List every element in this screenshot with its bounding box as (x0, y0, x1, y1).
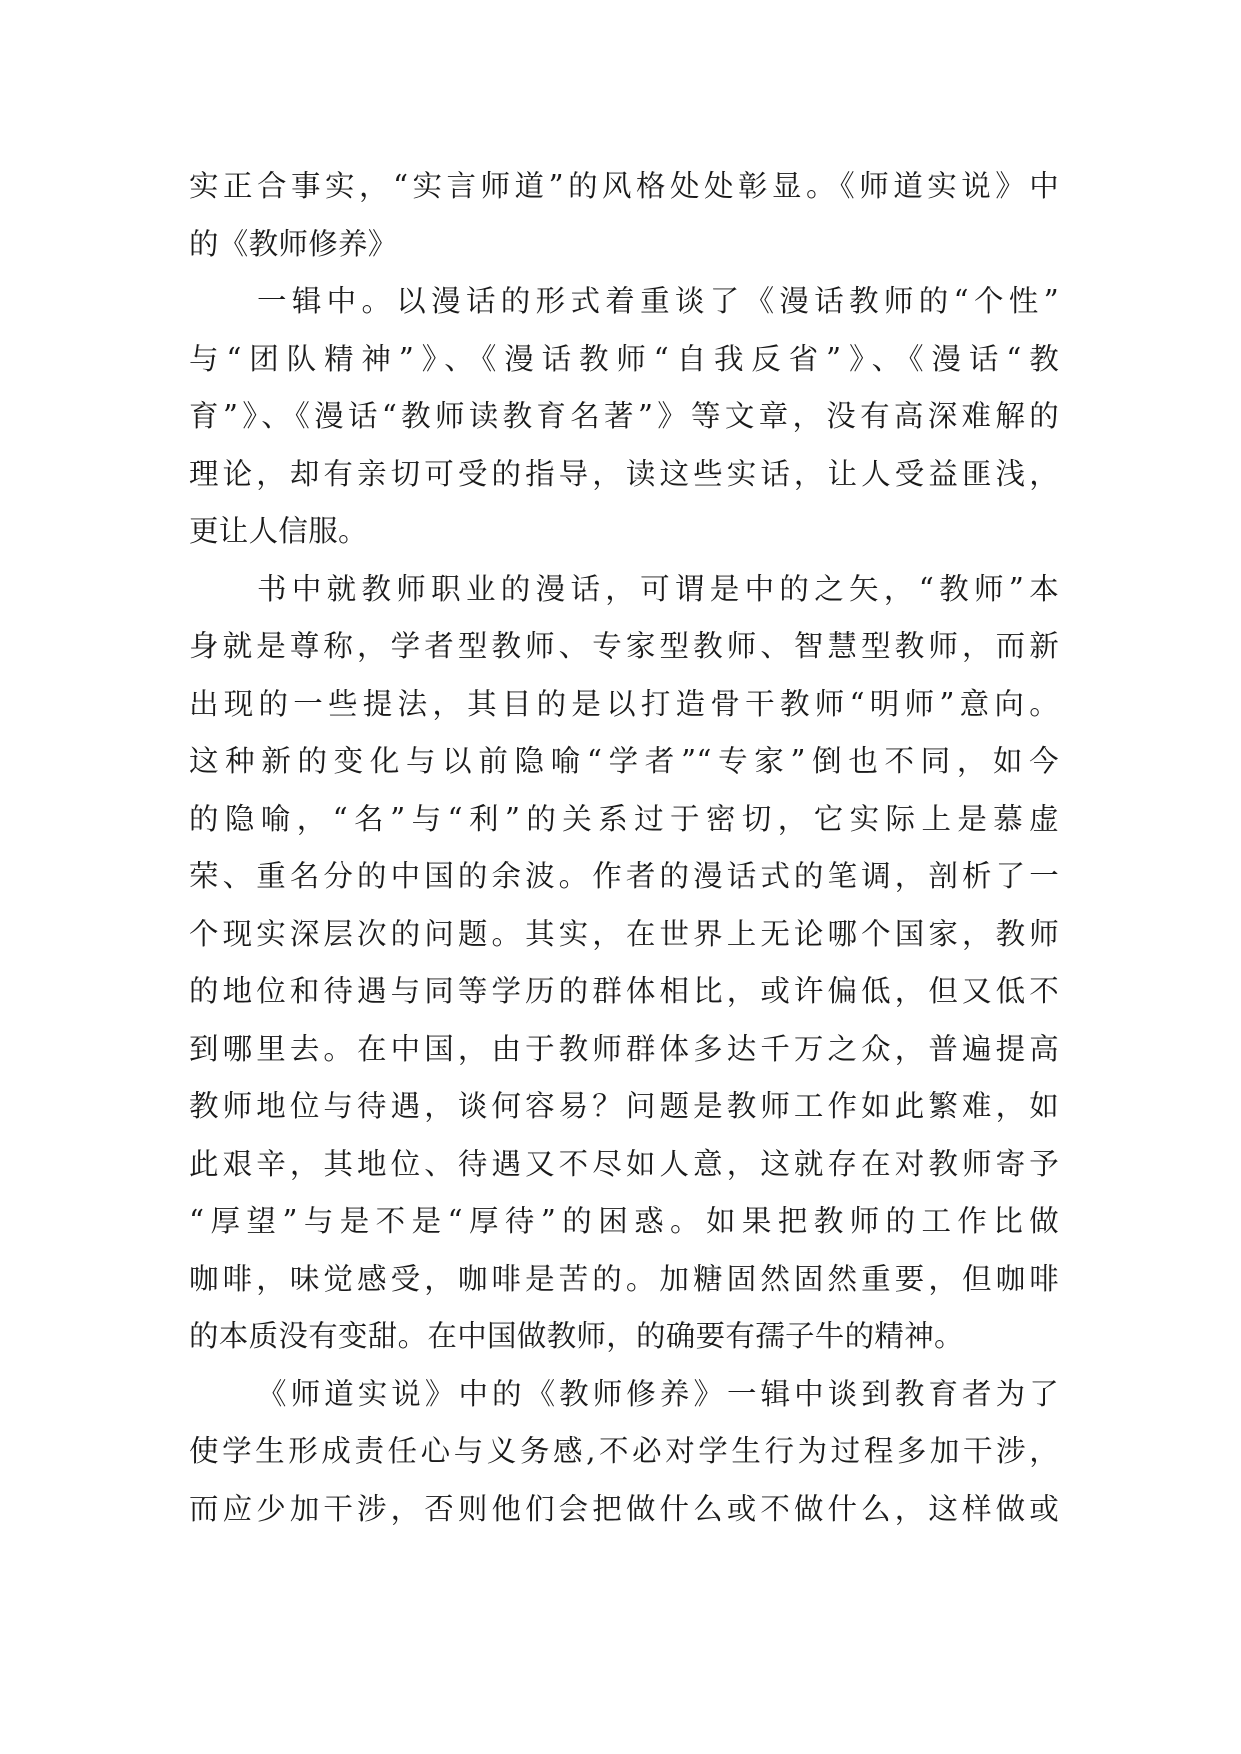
text-line: 此艰辛，其地位、待遇又不尽如人意，这就存在对教师寄予 (189, 1146, 1059, 1181)
body-text (189, 158, 1059, 1538)
text-line: “厚望”与是不是“厚待”的困惑。如果把教师的工作比做 (189, 1204, 1059, 1238)
text-line: 实正合事实，“实言师道”的风格处处彰显。《师道实说》中 (189, 169, 1059, 203)
text-line: 《师道实说》中的《教师修养》一辑中谈到教育者为了 (257, 1376, 1059, 1411)
text-line: 更让人信服。 (189, 514, 368, 548)
text-line: 的《教师修养》 (189, 226, 398, 261)
paragraph-2 (189, 273, 1059, 561)
paragraph-3 (189, 561, 1059, 1366)
text-line: 而应少加干涉，否则他们会把做什么或不做什么，这样做或 (189, 1491, 1059, 1526)
text-line: 的本质没有变甜。在中国做教师，的确要有孺子牛的精神。 (189, 1319, 964, 1353)
text-line: 与“团队精神”》、《漫话教师“自我反省”》、《漫话“教 (189, 341, 1059, 376)
text-line: 身就是尊称，学者型教师、专家型教师、智慧型教师，而新 (189, 629, 1059, 663)
text-line: 这种新的变化与以前隐喻“学者”“专家”倒也不同，如今 (189, 744, 1059, 778)
text-line: 荣、重名分的中国的余波。作者的漫话式的笔调，剖析了一 (189, 859, 1059, 893)
text-line: 的地位和待遇与同等学历的群体相比，或许偏低，但又低不 (189, 974, 1059, 1008)
text-line: 个现实深层次的问题。其实，在世界上无论哪个国家，教师 (189, 916, 1059, 951)
text-line: 育”》、《漫话“教师读教育名著”》等文章，没有高深难解的 (189, 399, 1059, 433)
text-line: 一辑中。以漫话的形式着重谈了《漫话教师的“个性” (257, 284, 1059, 318)
text-line: 出现的一些提法，其目的是以打造骨干教师“明师”意向。 (189, 686, 1059, 721)
text-line: 书中就教师职业的漫话，可谓是中的之矢，“教师”本 (257, 571, 1059, 606)
paragraph-4 (189, 1366, 1059, 1539)
text-line: 理论，却有亲切可受的指导，读这些实话，让人受益匪浅， (189, 456, 1059, 491)
text-line: 咖啡，味觉感受，咖啡是苦的。加糖固然固然重要，但咖啡 (189, 1261, 1059, 1296)
paragraph-1 (189, 158, 1059, 273)
text-line: 使学生形成责任心与义务感,不必对学生行为过程多加干涉， (189, 1434, 1059, 1468)
text-line: 教师地位与待遇，谈何容易？问题是教师工作如此繁难，如 (189, 1089, 1059, 1123)
text-line: 的隐喻，“名”与“利”的关系过于密切，它实际上是慕虚 (189, 801, 1059, 836)
text-line: 到哪里去。在中国，由于教师群体多达千万之众，普遍提高 (189, 1031, 1059, 1066)
